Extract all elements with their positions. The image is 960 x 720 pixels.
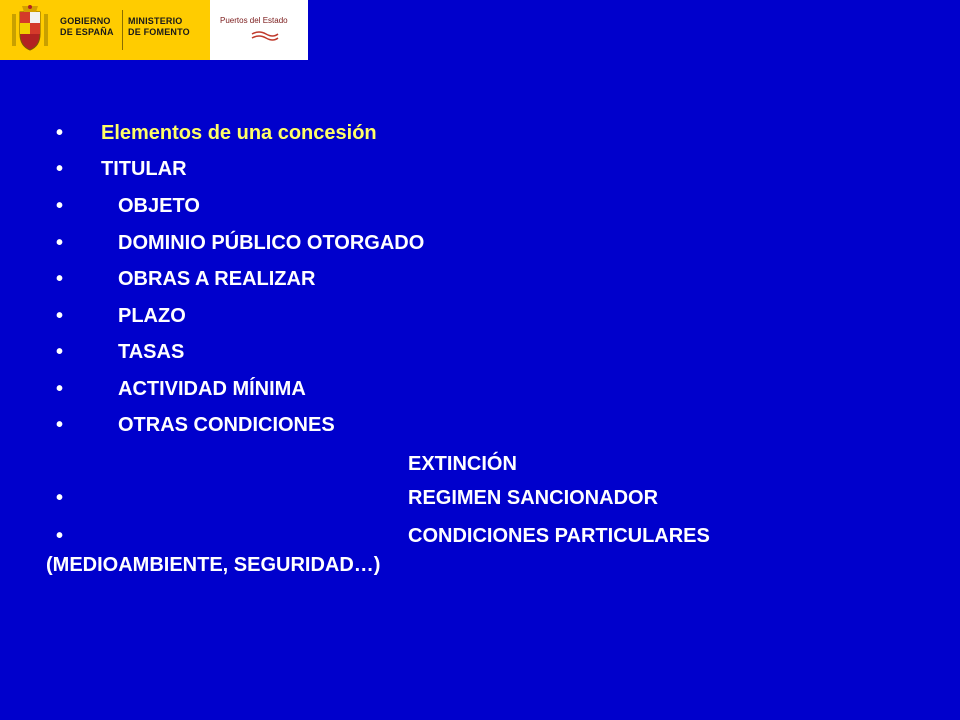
item-text: EXTINCIÓN — [408, 453, 517, 475]
item-text: OTRAS CONDICIONES — [118, 414, 335, 436]
list-item-title — [56, 121, 377, 145]
list-item-continuation — [46, 553, 380, 577]
bullet: • — [56, 305, 64, 327]
list-item — [56, 524, 710, 548]
item-text: TITULAR — [101, 158, 187, 180]
puertos-label: Puertos del Estado — [220, 16, 288, 25]
list-item — [56, 413, 335, 437]
list-item — [56, 304, 186, 328]
slide-title: Elementos de una concesión — [101, 122, 377, 144]
bullet: • — [56, 158, 64, 180]
bullet: • — [56, 414, 64, 436]
ministerio-label: MINISTERIO DE FOMENTO — [128, 16, 190, 37]
coat-of-arms-icon — [8, 4, 52, 56]
waves-icon — [250, 30, 280, 42]
header-divider — [122, 10, 123, 50]
list-item — [56, 231, 425, 255]
item-text: CONDICIONES PARTICULARES — [408, 525, 710, 547]
list-item — [56, 486, 659, 510]
list-item — [56, 194, 200, 218]
bullet: • — [56, 122, 64, 144]
item-text: TASAS — [118, 341, 185, 363]
item-text: DOMINIO PÚBLICO OTORGADO — [118, 232, 425, 254]
item-text: OBRAS A REALIZAR — [118, 268, 316, 290]
puertos-logo — [210, 0, 308, 60]
list-item — [56, 340, 185, 364]
item-text: (MEDIOAMBIENTE, SEGURIDAD…) — [46, 554, 381, 576]
bullet: • — [56, 268, 64, 290]
bullet: • — [56, 195, 64, 217]
bullet: • — [56, 378, 64, 400]
list-item — [56, 157, 187, 181]
header-banner — [0, 0, 308, 60]
item-text: ACTIVIDAD MÍNIMA — [118, 378, 306, 400]
list-item — [56, 377, 306, 401]
bullet: • — [56, 525, 64, 547]
item-text: OBJETO — [118, 195, 200, 217]
item-text: REGIMEN SANCIONADOR — [408, 487, 659, 509]
item-text: PLAZO — [118, 305, 186, 327]
bullet: • — [56, 341, 64, 363]
gobierno-label: GOBIERNO DE ESPAÑA — [60, 16, 114, 37]
list-item — [408, 452, 517, 476]
bullet: • — [56, 487, 64, 509]
bullet: • — [56, 232, 64, 254]
list-item — [56, 267, 316, 291]
